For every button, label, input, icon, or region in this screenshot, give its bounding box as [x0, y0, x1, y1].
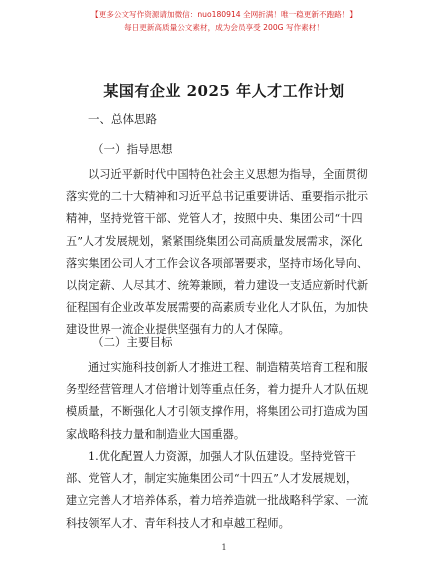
paragraph-line: 以习近平新时代中国特色社会主义思想为指导，全面贯彻 — [88, 168, 368, 181]
paragraph-line: 精神，坚持党管干部、党管人才，按照中央、集团公司“十四 — [66, 212, 363, 226]
paragraph-main-goals — [66, 357, 386, 446]
paragraph-line: 以岗定薪、人尽其才、统筹兼顾，着力建设一支适应新时代新 — [66, 278, 369, 292]
paragraph-line: 征程国有企业改革发展需要的高素质专业化人才队伍，为加快 — [66, 301, 369, 315]
promo-banner-line-1: 【更多公文写作资源请加微信：nuo180914 全网折满！唯一稳更新不跑路！】 — [91, 10, 357, 19]
paragraph-line: 科技领军人才、青年科技人才和卓越工程师。 — [66, 516, 290, 530]
paragraph-line: 建立完善人才培养体系，着力培养造就一批战略科学家、一流 — [66, 494, 369, 508]
subsection-heading-main-goals: （二）主要目标 — [92, 335, 173, 349]
paragraph-line: 建设世界一流企业提供坚强有力的人才保障。 — [66, 323, 290, 337]
subsection-heading-guiding-ideology: （一）指导思想 — [92, 142, 173, 156]
paragraph-line: 家战略科技力量和制造业大国重器。 — [66, 427, 246, 441]
page-number: 1 — [221, 543, 227, 552]
paragraph-line: 务型经营管理人才倍增计划等重点任务，着力提升人才队伍规 — [66, 383, 369, 397]
document-title: 某国有企业 2025 年人才工作计划 — [103, 82, 345, 100]
paragraph-line: 部、党管人才，制定实施集团公司“十四五”人才发展规划， — [66, 472, 358, 486]
section-heading-overall-approach: 一、总体思路 — [88, 112, 157, 126]
paragraph-line: 通过实施科技创新人才推进工程、制造精英培育工程和服 — [88, 361, 368, 374]
promo-banner-line-2: 每日更新高质量公文素材，成为会员享受 200G 写作素材！ — [124, 23, 324, 32]
paragraph-line: 落实党的二十大精神和习近平总书记重要讲话、重要指示批示 — [66, 190, 369, 204]
paragraph-line: 落实集团公司人才工作会议各项部署要求，坚持市场化导向、 — [66, 256, 369, 270]
paragraph-talent-allocation — [66, 446, 386, 535]
paragraph-line: 五”人才发展规划，紧紧围绕集团公司高质量发展需求，深化 — [66, 234, 363, 248]
promo-banner — [0, 8, 448, 34]
paragraph-line: 1.优化配置人力资源，加强人才队伍建设。坚持党管干 — [88, 450, 356, 463]
paragraph-guiding-ideology — [66, 164, 386, 342]
paragraph-line: 模质量，不断强化人才引领支撑作用，将集团公司打造成为国 — [66, 405, 369, 419]
